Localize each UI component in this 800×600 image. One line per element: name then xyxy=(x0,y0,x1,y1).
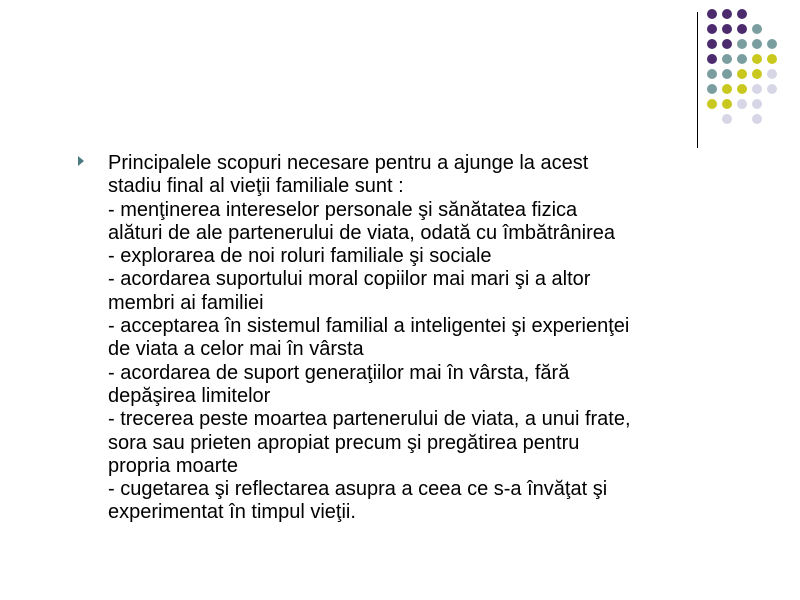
decorative-dot xyxy=(752,99,762,109)
text-line: - menţinerea intereselor personale şi sănătatea fizica xyxy=(108,198,578,221)
text-line: Principalele scopuri necesare pentru a ajunge la acest xyxy=(108,152,589,174)
decorative-dot xyxy=(722,24,732,34)
text-line: depăşirea limitelor xyxy=(108,384,271,407)
decorative-dot xyxy=(752,114,762,124)
decorative-dot xyxy=(707,69,717,79)
decorative-dot xyxy=(737,69,747,79)
decorative-dot xyxy=(707,99,717,109)
decorative-dot xyxy=(707,84,717,94)
text-line: - acordarea suportului moral copiilor mai mari şi a altor xyxy=(108,268,591,291)
decorative-dot xyxy=(722,9,732,19)
text-line: de viata a celor mai în vârsta xyxy=(108,338,364,361)
decorative-dot xyxy=(722,99,732,109)
text-line: - acordarea de suport generaţiilor mai în vârsta, fără xyxy=(108,361,570,384)
text-line: membri ai familiei xyxy=(108,291,264,314)
text-line: - cugetarea şi reflectarea asupra a ceea ce s-a învăţat şi xyxy=(108,478,608,501)
text-line: experimentat în timpul vieţii. xyxy=(108,501,356,524)
bullet-marker-icon xyxy=(78,156,84,166)
text-line: alături de ale partenerului de viata, odată cu îmbătrânirea xyxy=(108,221,615,244)
decorative-dot xyxy=(707,9,717,19)
decorative-dot xyxy=(737,54,747,64)
decorative-dot xyxy=(752,84,762,94)
decorative-vertical-line xyxy=(697,12,698,148)
decorative-dot xyxy=(722,39,732,49)
decorative-dot xyxy=(737,84,747,94)
decorative-dot xyxy=(722,69,732,79)
decorative-dot xyxy=(767,84,777,94)
decorative-dot xyxy=(722,84,732,94)
decorative-dot xyxy=(737,24,747,34)
decorative-dot xyxy=(767,39,777,49)
text-line: propria moarte xyxy=(108,454,239,477)
text-line: sora sau prieten apropiat precum şi pregătirea pentru xyxy=(108,431,580,454)
bullet-text xyxy=(108,152,768,525)
decorative-dot xyxy=(722,114,732,124)
decorative-dot xyxy=(707,54,717,64)
decorative-dot xyxy=(752,24,762,34)
decorative-dot xyxy=(752,54,762,64)
decorative-dot xyxy=(722,54,732,64)
text-line: - explorarea de noi roluri familiale şi sociale xyxy=(108,245,492,268)
decorative-dot xyxy=(767,54,777,64)
decorative-dot xyxy=(737,99,747,109)
decorative-dot xyxy=(752,39,762,49)
decorative-dot xyxy=(707,24,717,34)
decorative-dot-grid xyxy=(707,9,777,129)
decorative-dot xyxy=(752,69,762,79)
decorative-dot xyxy=(737,9,747,19)
decorative-dot xyxy=(767,69,777,79)
decorative-dot xyxy=(707,39,717,49)
text-line: stadiu final al vieţii familiale sunt : xyxy=(108,175,404,198)
text-line: - trecerea peste moartea partenerului de viata, a unui frate, xyxy=(108,408,631,431)
decorative-dot xyxy=(737,39,747,49)
text-line: - acceptarea în sistemul familial a inteligentei şi experienţei xyxy=(108,315,630,338)
